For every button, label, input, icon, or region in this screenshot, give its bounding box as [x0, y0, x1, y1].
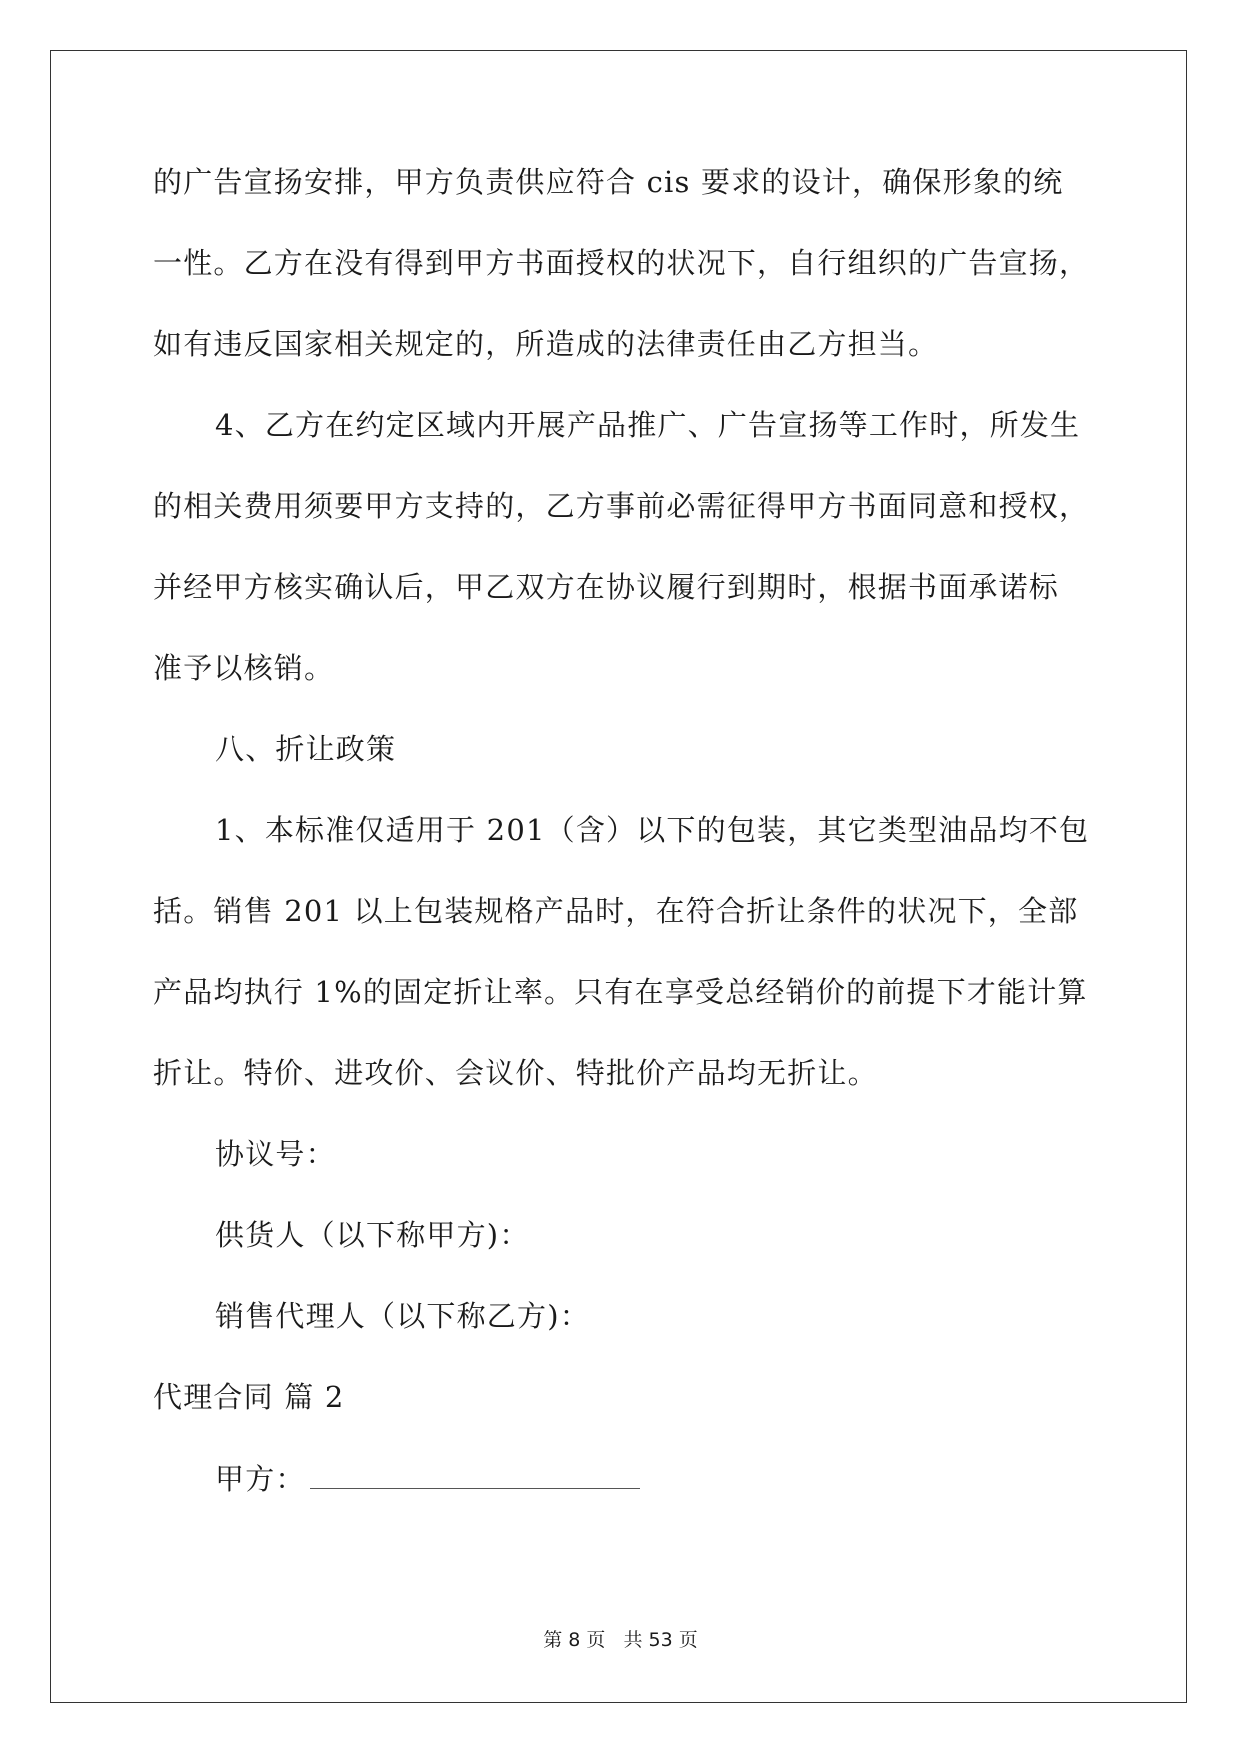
text-line: 如有违反国家相关规定的，所造成的法律责任由乙方担当。	[153, 327, 939, 361]
sales-agent-label: 销售代理人（以下称乙方)：	[215, 1299, 590, 1333]
text-line: 括。销售 201 以上包装规格产品时，在符合折让条件的状况下，全部	[153, 894, 1079, 928]
document-body	[153, 162, 1093, 1539]
text-line: 的相关费用须要甲方支持的，乙方事前必需征得甲方书面同意和授权，	[153, 489, 1090, 523]
text-line: 并经甲方核实确认后，甲乙双方在协议履行到期时，根据书面承诺标	[153, 570, 1060, 604]
text-line: 1、本标准仅适用于 201（含）以下的包装，其它类型油品均不包	[215, 813, 1090, 847]
page-current: 第 8 页	[543, 1629, 606, 1651]
text-line: 产品均执行 1%的固定折让率。只有在享受总经销价的前提下才能计算	[153, 975, 1088, 1009]
text-line: 一性。乙方在没有得到甲方书面授权的状况下，自行组织的广告宣扬，	[153, 246, 1090, 280]
text-line: 折让。特价、进攻价、会议价、特批价产品均无折让。	[153, 1056, 878, 1090]
page-total: 共 53 页	[623, 1629, 698, 1651]
supplier-label: 供货人（以下称甲方)：	[215, 1218, 530, 1252]
party-a-blank	[310, 1458, 640, 1489]
party-a-line	[153, 1458, 1093, 1539]
section-heading: 八、折让政策	[215, 732, 397, 766]
text-line: 4、乙方在约定区域内开展产品推广、广告宣扬等工作时，所发生	[215, 408, 1081, 442]
agreement-number-label: 协议号：	[215, 1137, 336, 1171]
page-footer	[0, 1625, 1241, 1652]
text-line: 准予以核销。	[153, 651, 335, 685]
party-a-label: 甲方：	[215, 1462, 306, 1496]
contract-heading: 代理合同 篇 2	[153, 1380, 345, 1414]
text-line: 的广告宣扬安排，甲方负责供应符合 cis 要求的设计，确保形象的统	[153, 165, 1064, 199]
